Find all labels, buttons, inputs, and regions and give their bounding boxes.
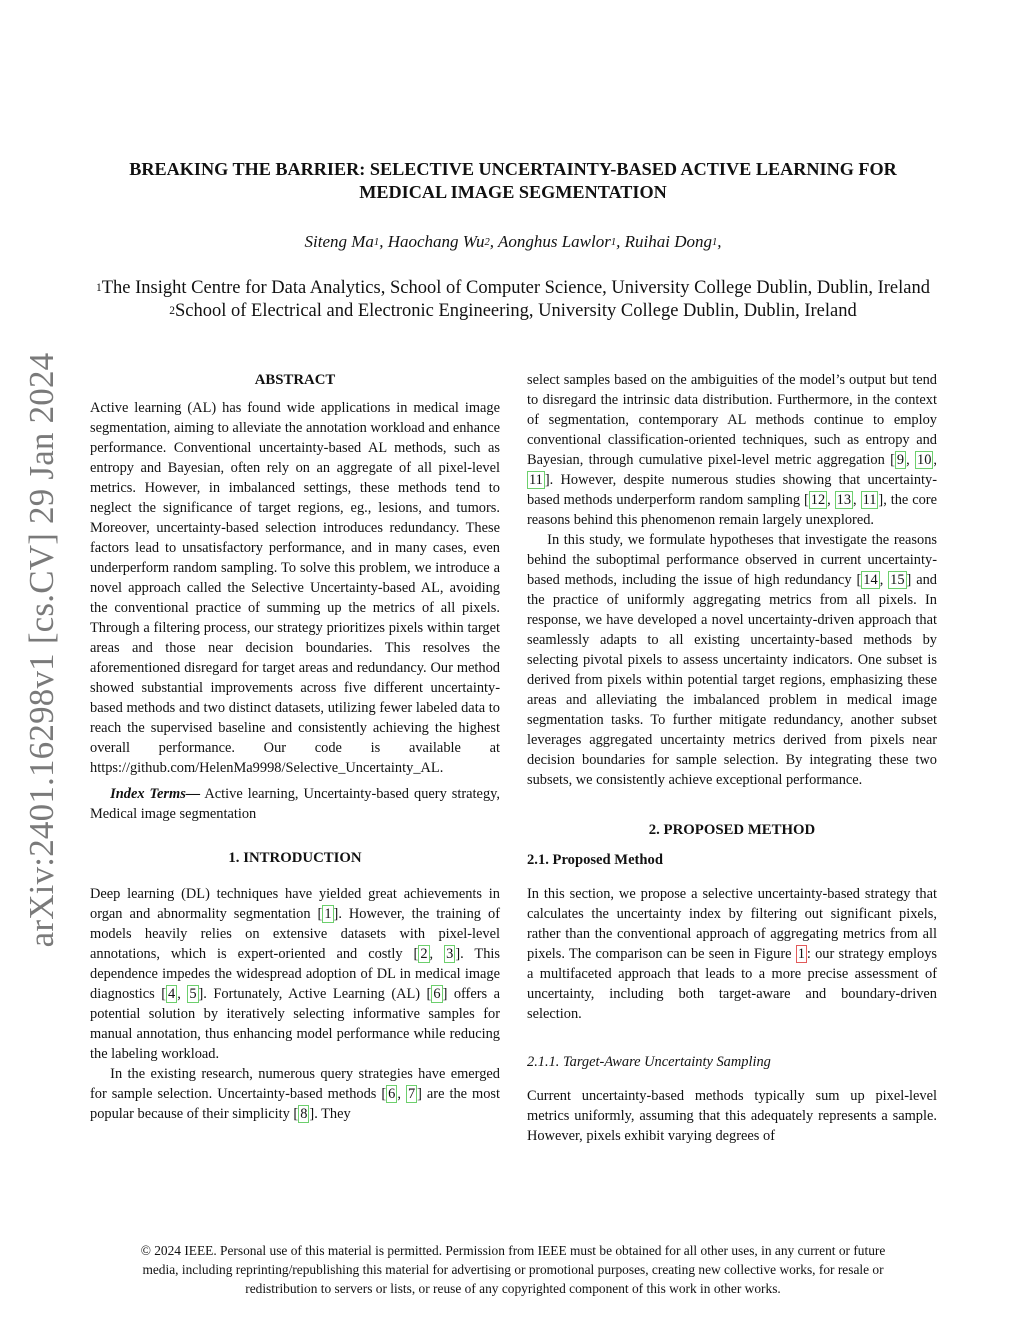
title-line-2: MEDICAL IMAGE SEGMENTATION bbox=[359, 182, 667, 202]
arxiv-identifier: arXiv:2401.16298v1 [cs.CV] 29 Jan 2024 bbox=[22, 352, 61, 948]
intro-paragraph-1 bbox=[90, 884, 500, 1064]
text-run: select samples based on the ambiguities of the model’s output but tend to disregard the intrinsic data distribution. Furthermore, in the context of segmentation, contemporary AL methods continue to employ conventional classification-oriented techniques, such as entropy and Bayesian, through cumulative pixel-level metric aggregation [ bbox=[527, 372, 937, 468]
citation-link[interactable]: 6 bbox=[388, 1086, 396, 1102]
section-heading-proposed-method: 2. PROPOSED METHOD bbox=[648, 822, 816, 838]
citation-link[interactable]: 10 bbox=[917, 452, 932, 468]
text-run: , bbox=[906, 452, 915, 468]
subsection-heading: 2.1. Proposed Method bbox=[527, 852, 663, 868]
text-run: ], the core reasons behind this phenomenon remain largely unexplored. bbox=[527, 492, 937, 528]
section-heading-introduction: 1. INTRODUCTION bbox=[228, 850, 362, 866]
text-run: In the existing research, numerous query strategies have emerged for sample selection. Uncertainty-based methods [ bbox=[90, 1066, 500, 1102]
citation-link[interactable]: 12 bbox=[810, 492, 826, 508]
text-run: , bbox=[879, 572, 889, 588]
citation-link[interactable]: 8 bbox=[300, 1106, 308, 1122]
citation-link[interactable]: 1 bbox=[324, 906, 332, 922]
right-column bbox=[527, 370, 937, 1146]
citation-link[interactable]: 2 bbox=[420, 946, 428, 962]
text-run: ]. Fortunately, Active Learning (AL) [ bbox=[198, 986, 432, 1002]
author-list bbox=[80, 232, 946, 252]
text-run: Deep learning (DL) techniques have yielded great achievements in organ and abnormality segmentation bbox=[90, 886, 500, 922]
text-run: In this section, we propose a selective uncertainty-based strategy that calculates the uncertainty index by filtering out significant pixels, rather than the conventional approach of aggregating metrics from all pixels. The comparison can be seen in Figure bbox=[527, 886, 937, 962]
citation-link[interactable]: 15 bbox=[890, 572, 905, 588]
text-run: ]. However, despite numerous studies showing that uncertainty-based methods underperform random sampling [ bbox=[527, 472, 937, 508]
abstract-text: Active learning (AL) has found wide applications in medical image segmentation, aiming to alleviate the annotation workload and enhance performance. Conventional uncertainty-based AL methods, such as entropy and Bayesian, often rely on an aggregate of all pixel-level metrics. However, in imbalanced settings, these methods tend to neglect the significance of target regions, eg., lesions, and tumors. Moreover, uncertainty-based selection introduces redundancy. These factors lead to unsatisfactory performance, and in many cases, even underperform random sampling. To solve this problem, we introduce a novel approach called the Selective Uncertainty-based AL, avoiding the conventional practice of summing up the metrics of all pixels. Through a filtering process, our strategy prioritizes pixels within target areas and those near decision boundaries. This resolves the aforementioned disregard for target areas and redundancy. Our method showed substantial improvements across five different uncertainty-based methods and two distinct datasets, utilizing fewer labeled data to reach the supervised baseline and consistently achieving the highest overall performance. Our code is available at https://github.com/HelenMa9998/Selective_Uncertainty_AL. bbox=[90, 400, 500, 776]
text-run: ] and the practice of uniformly aggregating metrics from all pixels. In response, we have developed a novel uncertainty-driven approach that seamlessly adapts to all existing uncertainty-based methods by selecting pivotal pixels to assess uncertainty indicators. One subset is derived from pixels within potential target regions, emphasizing these areas and alleviating the imbalanced problem in medical image segmentation tasks. To further mitigate redundancy, another subset leverages aggregated uncertainty metrics derived from pixels near decision boundaries for sample selection. By integrating these two subsets, we consistently achieve exceptional performance. bbox=[527, 572, 937, 788]
paper-title bbox=[80, 158, 946, 204]
citation-link[interactable]: 5 bbox=[189, 986, 197, 1002]
text-run: In this study, we formulate hypotheses that investigate the reasons behind the suboptimal performance observed in current uncertainty-based methods, including the issue of high redundancy [ bbox=[527, 532, 937, 588]
text-run: , bbox=[429, 946, 445, 962]
author: Aonghus Lawlor$^1$, bbox=[497, 232, 625, 251]
affiliation-2: $^2$School of Electrical and Electronic Engineering, University College Dublin, Dublin, Ireland bbox=[169, 301, 857, 321]
copyright-footer bbox=[80, 1241, 946, 1298]
author: Ruihai Dong$^1$, bbox=[624, 232, 722, 251]
citation-link[interactable]: 9 bbox=[896, 452, 905, 468]
right-paragraph-2 bbox=[527, 530, 937, 790]
method-paragraph bbox=[527, 884, 937, 1024]
intro-paragraph-2 bbox=[90, 1064, 500, 1124]
text-run: [ bbox=[317, 906, 323, 922]
text-run: ]. They bbox=[309, 1106, 351, 1122]
text-run: , bbox=[177, 986, 188, 1002]
right-paragraph-1 bbox=[527, 370, 937, 530]
citation-link[interactable]: 6 bbox=[433, 986, 441, 1002]
text-run: , bbox=[853, 492, 861, 508]
index-terms-label: Index Terms— bbox=[110, 786, 201, 802]
text-run: , bbox=[827, 492, 835, 508]
citation-link[interactable]: 3 bbox=[446, 946, 454, 962]
text-run: ] are the most popular because of their simplicity [ bbox=[90, 1086, 500, 1122]
citation-link[interactable]: 7 bbox=[407, 1086, 416, 1102]
abstract-heading: ABSTRACT bbox=[254, 372, 336, 388]
citation-link[interactable]: 11 bbox=[862, 492, 877, 508]
author: Haochang Wu$^2$, bbox=[387, 232, 498, 251]
index-terms bbox=[90, 784, 500, 824]
citation-link[interactable]: 4 bbox=[168, 986, 176, 1002]
citation-link[interactable]: 11 bbox=[529, 472, 543, 488]
target-aware-paragraph: Current uncertainty-based methods typically sum up pixel-level metrics uniformly, assuming that this adequately represents a sample. However, pixels exhibit varying degrees of bbox=[527, 1088, 937, 1144]
text-run: ]. This dependence impedes the widespread adoption of DL in medical image diagnostics [ bbox=[90, 946, 500, 1002]
text-run: , bbox=[397, 1086, 406, 1102]
text-run: : our strategy employs a multifaceted approach that leads to a more precise assessment of uncertainty, including both target-aware and boundary-driven selection. bbox=[527, 946, 937, 1022]
citation-link[interactable]: 14 bbox=[863, 572, 878, 588]
title-line-1: BREAKING THE BARRIER: SELECTIVE UNCERTAINTY-BASED ACTIVE LEARNING FOR bbox=[129, 159, 897, 179]
subsubsection-heading: 2.1.1. Target-Aware Uncertainty Sampling bbox=[527, 1054, 771, 1070]
citation-link[interactable]: 13 bbox=[836, 492, 852, 508]
text-run: , bbox=[933, 452, 937, 468]
footer-line-2: media, including reprinting/republishing this material for advertising or promotional purposes, creating new collective works, for resale or bbox=[142, 1262, 884, 1277]
affiliation-1: $^1$The Insight Centre for Data Analytics, School of Computer Science, University College Dublin, Dublin, Ireland bbox=[96, 278, 930, 298]
footer-line-3: redistribution to servers or lists, or reuse of any copyrighted component of this work in other works. bbox=[245, 1281, 781, 1296]
text-run: ] offers a potential solution by iteratively selecting informative samples for manual annotation, thus enhancing model performance while reducing the labeling workload. bbox=[90, 986, 500, 1062]
figure-reference-link[interactable]: 1 bbox=[797, 946, 805, 962]
arxiv-sidebar bbox=[12, 352, 72, 948]
left-column bbox=[90, 370, 500, 1124]
index-terms-text: Active learning, Uncertainty-based query strategy, Medical image segmentation bbox=[90, 786, 500, 822]
text-run: ]. However, the training of models heavily relies on extensive datasets with pixel-level annotations, which is expert-oriented and costly [ bbox=[90, 906, 500, 962]
footer-line-1: © 2024 IEEE. Personal use of this material is permitted. Permission from IEEE must be obtained for all other uses, in any current or future bbox=[140, 1243, 886, 1258]
author: Siteng Ma$^1$, bbox=[304, 232, 388, 251]
